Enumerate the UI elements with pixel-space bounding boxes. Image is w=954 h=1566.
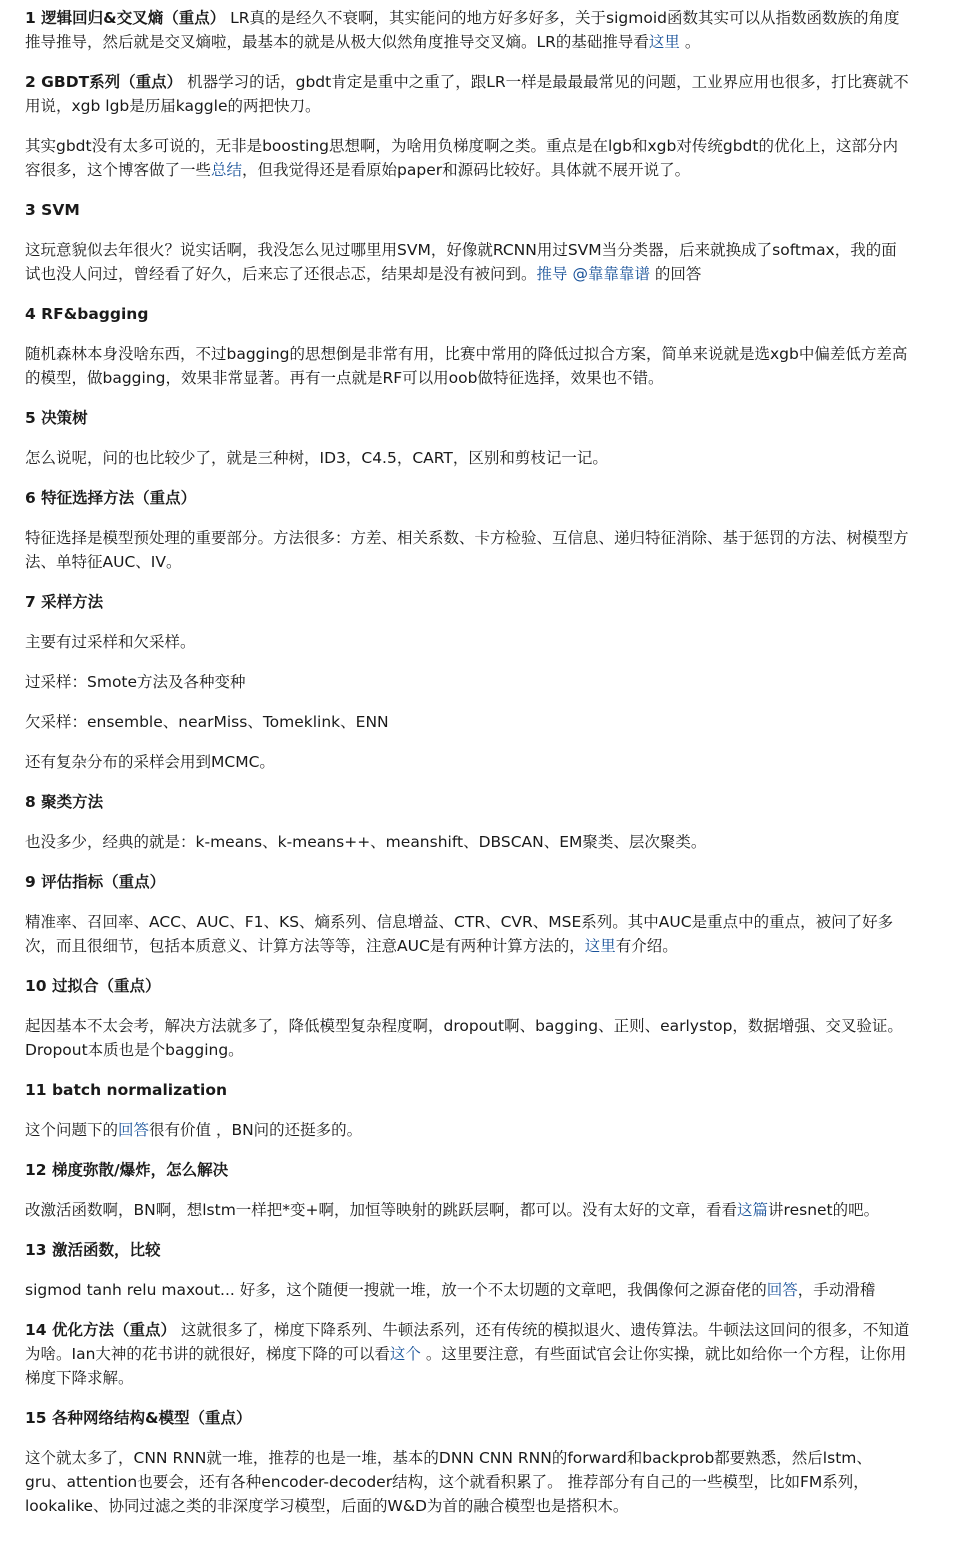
section-7-paragraph-2: 过采样：Smote方法及各种变种 <box>25 673 246 691</box>
section-7-paragraph-3: 欠采样：ensemble、nearMiss、Tomeklink、ENN <box>25 713 389 731</box>
section-13-text-end: ，手动滑稽 <box>797 1281 876 1299</box>
section-1 <box>25 6 910 54</box>
section-2-text: 机器学习的话，gbdt肯定是重中之重了，跟LR一样是最最最常见的问题，工业界应用也很多，打比赛就不用说，xgb lgb是历届kaggle的两把快刀。 <box>25 73 909 115</box>
section-9-text-end: 有介绍。 <box>615 937 678 955</box>
section-11-text-end: 很有价值 ，BN问的还挺多的。 <box>149 1121 363 1139</box>
section-2-heading: 2 GBDT系列（重点） <box>25 73 183 91</box>
section-1-link[interactable]: 这里 <box>648 33 680 51</box>
section-1-heading: 1 逻辑回归&交叉熵（重点） <box>25 9 226 27</box>
section-8-paragraph: 也没多少，经典的就是：k-means、k-means++、meanshift、DBSCAN、EM聚类、层次聚类。 <box>25 833 707 851</box>
section-7-paragraph-4: 还有复杂分布的采样会用到MCMC。 <box>25 753 275 771</box>
section-2-paragraph <box>25 134 910 182</box>
section-3-link[interactable]: 推导 @靠靠靠谱 <box>536 265 650 283</box>
section-6-heading: 6 特征选择方法（重点） <box>25 489 197 507</box>
section-2 <box>25 70 910 118</box>
section-7-paragraph-1: 主要有过采样和欠采样。 <box>25 633 196 651</box>
section-9-paragraph <box>25 910 910 958</box>
section-4-heading: 4 RF&bagging <box>25 305 149 323</box>
section-9-link[interactable]: 这里 <box>584 937 616 955</box>
section-2-p2-text: 其实gbdt没有太多可说的，无非是boosting思想啊，为啥用负梯度啊之类。重点是在lgb和xgb对传统gbdt的优化上，这部分内容很多，这个博客做了一些 <box>25 137 898 179</box>
section-14-text-end: 。这里要注意，有些面试官会让你实操，就比如给你一个方程，让你用梯度下降求解。 <box>25 1345 907 1387</box>
section-12-heading: 12 梯度弥散/爆炸，怎么解决 <box>25 1161 229 1179</box>
section-5-paragraph: 怎么说呢，问的也比较少了，就是三种树，ID3，C4.5，CART，区别和剪枝记一记。 <box>25 449 608 467</box>
section-2-p2-text-end: ，但我觉得还是看原始paper和源码比较好。具体就不展开说了。 <box>242 161 691 179</box>
section-11-link[interactable]: 回答 <box>118 1121 150 1139</box>
section-4-paragraph: 随机森林本身没啥东西，不过bagging的思想倒是非常有用，比赛中常用的降低过拟合方案，简单来说就是选xgb中偏差低方差高的模型，做bagging，效果非常显著。再有一点就是RF可以用oob做特征选择，效果也不错。 <box>25 345 908 387</box>
section-1-text-end: 。 <box>679 33 701 51</box>
section-5-heading: 5 决策树 <box>25 409 88 427</box>
section-15-paragraph: 这个就太多了，CNN RNN就一堆，推荐的也是一堆，基本的DNN CNN RNN的forward和backprob都要熟悉，然后lstm、gru、attention也要会，还有各种encoder-decoder结构，这个就看积累了。 推荐部分有自己的一些模型，比如FM系列，lookalike、协同过滤之类的非深度学习模型，后面的W&D为首的融合模型也是搭积木。 <box>25 1449 872 1515</box>
section-3-heading: 3 SVM <box>25 201 80 219</box>
section-6-paragraph: 特征选择是模型预处理的重要部分。方法很多：方差、相关系数、卡方检验、互信息、递归特征消除、基于惩罚的方法、树模型方法、单特征AUC、IV。 <box>25 529 909 571</box>
section-15-heading: 15 各种网络结构&模型（重点） <box>25 1409 252 1427</box>
section-3-text-end: 的回答 <box>649 265 702 283</box>
section-13-heading: 13 激活函数，比较 <box>25 1241 161 1259</box>
section-7-heading: 7 采样方法 <box>25 593 104 611</box>
section-3-text: 这玩意貌似去年很火？说实话啊，我没怎么见过哪里用SVM，好像就RCNN用过SVM当分类器，后来就换成了softmax，我的面试也没人问过，曾经看了好久，后来忘了还很忐忑，结果却是没有被问到。 <box>25 241 897 283</box>
section-12-text-end: 讲resnet的吧。 <box>768 1201 880 1219</box>
section-11-heading: 11 batch normalization <box>25 1081 227 1099</box>
section-14-text: 这就很多了，梯度下降系列、牛顿法系列，还有传统的模拟退火、遗传算法。牛顿法这回问的很多，不知道为啥。Ian大神的花书讲的就很好，梯度下降的可以看 <box>25 1321 910 1363</box>
section-2-link[interactable]: 总结 <box>211 161 243 179</box>
section-10-paragraph: 起因基本不太会考，解决方法就多了，降低模型复杂程度啊，dropout啊、bagging、正则、earlystop，数据增强、交叉验证。Dropout本质也是个bagging。 <box>25 1017 903 1059</box>
section-13-link[interactable]: 回答 <box>766 1281 798 1299</box>
section-11-text: 这个问题下的 <box>25 1121 119 1139</box>
section-1-text: LR真的是经久不衰啊，其实能问的地方好多好多，关于sigmoid函数其实可以从指数函数族的角度推导推导，然后就是交叉熵啦，最基本的就是从极大似然角度推导交叉熵。LR的基础推导看 <box>25 9 900 51</box>
section-12-paragraph <box>25 1198 910 1222</box>
section-9-heading: 9 评估指标（重点） <box>25 873 166 891</box>
section-10-heading: 10 过拟合（重点） <box>25 977 161 995</box>
section-3-paragraph <box>25 238 910 286</box>
section-14 <box>25 1318 910 1390</box>
section-14-link[interactable]: 这个 <box>389 1345 421 1363</box>
section-13-paragraph <box>25 1278 910 1302</box>
section-13-text: sigmod tanh relu maxout... 好多，这个随便一搜就一堆，放一个不太切题的文章吧，我偶像何之源奋佬的 <box>25 1281 767 1299</box>
section-9-text: 精准率、召回率、ACC、AUC、F1、KS、熵系列、信息增益、CTR、CVR、MSE系列。其中AUC是重点中的重点，被问了好多次，而且很细节，包括本质意义、计算方法等等，注意AUC是有两种计算方法的， <box>25 913 894 955</box>
section-12-link[interactable]: 这篇 <box>737 1201 769 1219</box>
section-8-heading: 8 聚类方法 <box>25 793 104 811</box>
section-14-heading: 14 优化方法（重点） <box>25 1321 176 1339</box>
section-12-text: 改激活函数啊，BN啊，想lstm一样把*变+啊，加恒等映射的跳跃层啊，都可以。没有太好的文章，看看 <box>25 1201 738 1219</box>
section-11-paragraph <box>25 1118 910 1142</box>
